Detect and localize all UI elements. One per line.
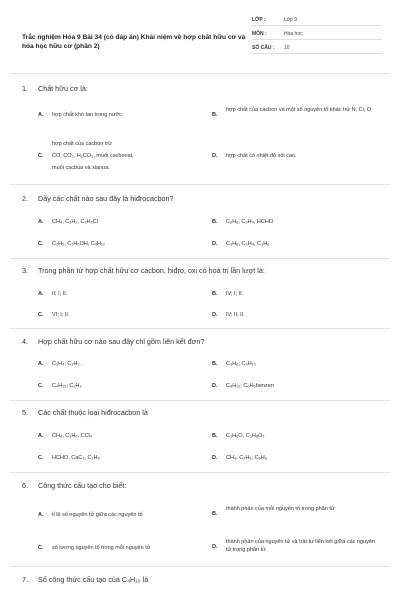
question-number: 5. — [22, 408, 28, 417]
question-6 — [22, 481, 126, 490]
option-letter: C. — [38, 241, 44, 247]
question-1 — [22, 84, 88, 93]
option-text: HCHO, CaC₂, C₂H₆ — [52, 455, 100, 461]
question-number: 7. — [22, 575, 28, 584]
option-text: CH₄, C₂H₆, C₆H₆ — [226, 455, 267, 461]
option-text: CH₄, C₂H₆, CCl₄ — [52, 433, 93, 439]
meta-value: Lớp 9 — [284, 17, 298, 23]
option-letter: D. — [212, 544, 218, 550]
option-letter: B. — [212, 433, 218, 439]
option-letter: D. — [212, 455, 218, 461]
option-text: tỉ lệ số nguyên tử giữa các nguyên tố — [52, 512, 143, 518]
option-letter: B. — [212, 361, 218, 367]
option-text: hợp chất của cacbon và một số nguyên tố khác trừ N, Cl, O — [226, 107, 372, 113]
meta-key: SỐ CÂU : — [252, 45, 275, 51]
option-text: II; I; II. — [52, 291, 68, 297]
option-text: IV; II; II. — [226, 312, 245, 318]
page-title: Trắc nghiệm Hóa 9 Bài 34 (có đáp án) Khái niệm về hợp chất hữu cơ và hóa học hữu cơ (phần 2) — [22, 34, 246, 50]
option-text-line: muối cacbua và xianua. — [52, 165, 110, 171]
question-text: Dãy các chất nào sau đây là hiđrocacbon? — [38, 194, 174, 203]
option-letter: B. — [212, 219, 218, 225]
meta-row-subject — [252, 29, 382, 40]
option-text: CH₄, C₂H₂, C₂H₅Cl — [52, 219, 99, 225]
option-letter: D. — [212, 312, 218, 318]
meta-key: LỚP : — [252, 17, 266, 23]
question-number: 6. — [22, 481, 28, 490]
question-3 — [22, 266, 265, 275]
option-text: thành phần của nguyên tử và trật tự liên kết giữa các nguyên tử trong phân tử — [226, 539, 375, 553]
option-letter: A. — [38, 112, 44, 118]
option-text: thành phần của mỗi nguyên tố trong phân tử — [226, 506, 335, 512]
option-letter: C. — [38, 455, 44, 461]
option-letter: D. — [212, 383, 218, 389]
option-letter: D. — [212, 153, 218, 159]
question-number: 1. — [22, 84, 28, 93]
option-text: C₃H₈; C₄H₁₀ — [226, 361, 256, 367]
option-letter: A. — [38, 219, 44, 225]
divider — [10, 566, 390, 567]
option-text: C₂H₆O, C₃H₈O₂ — [226, 433, 265, 439]
option-text: số lượng nguyên tố trong mỗi nguyên tử — [52, 545, 151, 551]
option-text: C₂H₄; C₂H₂ . — [52, 361, 83, 367]
option-text: IV; I; II. — [226, 291, 244, 297]
question-text: Số công thức cấu tạo của C₄H₁₀ là — [38, 575, 149, 584]
option-letter: A. — [38, 512, 44, 518]
question-number: 4. — [22, 337, 28, 346]
option-letter: D. — [212, 241, 218, 247]
divider — [10, 472, 390, 473]
option-letter: C. — [38, 383, 44, 389]
option-text-line: CO, CO₂, H₂CO₃, muối cacbonat, — [52, 153, 134, 159]
option-letter: A. — [38, 291, 44, 297]
option-text-line: hợp chất của cacbon trừ — [52, 141, 112, 147]
option-text: C₄H₁₀; C₂H₂ — [52, 383, 82, 389]
option-letter: C. — [38, 312, 44, 318]
option-text: VI; I; II. — [52, 312, 70, 318]
option-text: hợp chất khó tan trong nước. — [52, 112, 124, 118]
option-text: C₂H₂, C₂H₅OH, C₆H₁₂ — [52, 241, 106, 247]
question-number: 2. — [22, 194, 28, 203]
meta-value: 10 — [284, 45, 290, 51]
question-text: Trong phân tử hợp chất hữu cơ cacbon, hiđro, oxi có hoá trị lần lượt là: — [38, 266, 265, 275]
option-text: C₄H₁₀; C₆H₆benzen — [226, 383, 274, 389]
divider — [10, 184, 390, 185]
question-text: Các chất thuộc loại hiđrocacbon là — [38, 408, 148, 417]
divider — [10, 328, 390, 329]
option-letter: B. — [212, 112, 218, 118]
question-2 — [22, 194, 173, 203]
option-text: C₃H₈, C₃H₄, C₃H₆ — [226, 241, 270, 247]
question-text: Chất hữu cơ là: — [38, 84, 88, 93]
divider — [10, 73, 390, 74]
question-text: Công thức cấu tạo cho biết: — [38, 481, 127, 490]
question-5 — [22, 408, 148, 417]
divider — [10, 258, 390, 259]
meta-key: MÔN : — [252, 31, 267, 37]
header — [0, 0, 400, 76]
option-letter: C. — [38, 153, 44, 159]
divider — [10, 400, 390, 401]
meta-value: Hóa học — [284, 31, 303, 37]
option-letter: B. — [212, 291, 218, 297]
option-letter: A. — [38, 361, 44, 367]
question-7 — [22, 575, 148, 584]
option-letter: A. — [38, 433, 44, 439]
option-text: hợp chất có nhiệt độ sôi cao. — [226, 153, 297, 159]
question-number: 3. — [22, 266, 28, 275]
option-text: C₆H₆, C₃H₄, HCHO — [226, 219, 274, 225]
question-4 — [22, 337, 204, 346]
meta-row-class — [252, 15, 382, 26]
option-letter: B. — [212, 511, 218, 517]
question-text: Hợp chất hữu cơ nào sau đây chỉ gồm liên kết đơn? — [38, 337, 205, 346]
meta-row-count — [252, 43, 382, 54]
option-letter: C. — [38, 545, 44, 551]
